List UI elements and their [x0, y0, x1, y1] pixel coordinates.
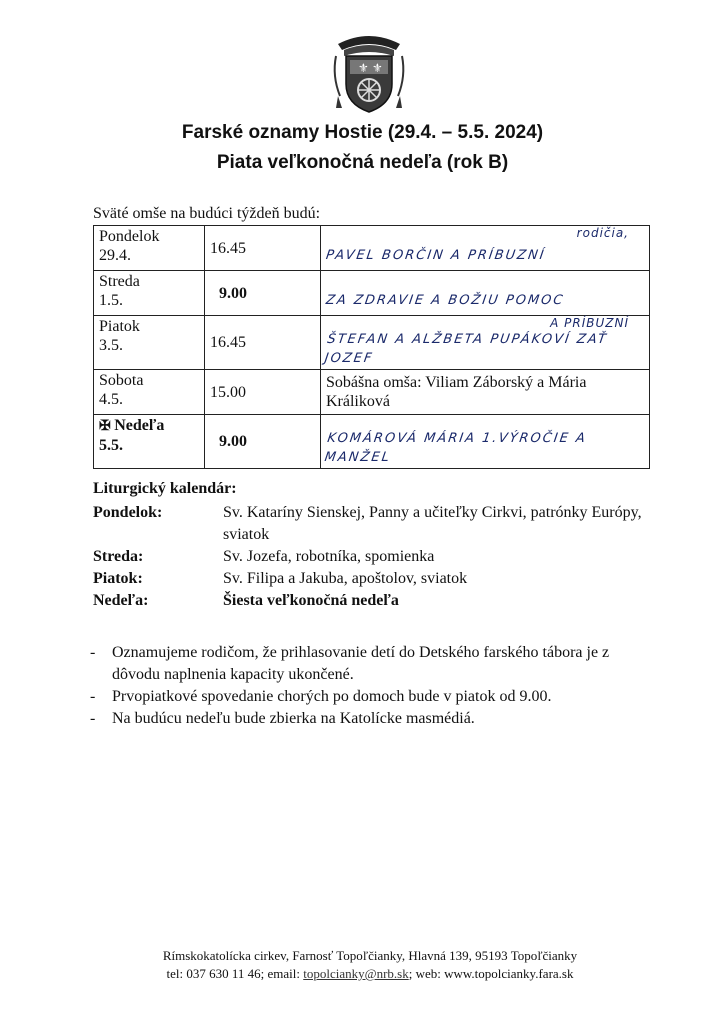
- cross-icon: ✠: [99, 419, 115, 434]
- mass-intention-cell: [321, 226, 650, 271]
- mass-date: 29.4.: [99, 247, 131, 264]
- mass-intention-cell: [321, 415, 650, 469]
- coat-of-arms-icon: [328, 26, 410, 118]
- liturgical-heading: Liturgický kalendár:: [93, 480, 237, 497]
- liturgy-day: Streda:: [93, 548, 144, 565]
- announcement-item: [90, 642, 660, 686]
- footer-phone: tel: 037 630 11 46; email:: [166, 966, 304, 981]
- mass-intention: Sobášna omša: Viliam Záborský a Mária Králiková: [326, 374, 587, 410]
- announcement-item: [90, 708, 660, 730]
- mass-intention: ZA ZDRAVIE A BOŽIU POMOC: [324, 292, 566, 308]
- mass-date: 4.5.: [99, 391, 123, 408]
- footer-email-link[interactable]: topolcianky@nrb.sk: [303, 966, 409, 981]
- mass-time: 15.00: [205, 370, 321, 415]
- mass-intention-cell: [321, 370, 650, 415]
- mass-intention-note: rodičia,: [576, 226, 629, 240]
- mass-intention: ŠTEFAN A ALŽBETA PUPÁKOVÍ ZAŤ JOZEF: [323, 332, 609, 366]
- mass-day: Piatok: [99, 318, 140, 335]
- mass-row: [94, 226, 650, 271]
- footer: [120, 947, 620, 983]
- liturgy-text: Sv. Filipa a Jakuba, apoštolov, sviatok: [223, 570, 468, 587]
- announcement-item: [90, 686, 660, 708]
- liturgy-day: Nedeľa:: [93, 592, 149, 609]
- footer-address: Rímskokatolícka cirkev, Farnosť Topoľčianky, Hlavná 139, 95193 Topoľčianky: [162, 948, 578, 963]
- bullet-dash: -: [90, 644, 96, 661]
- mass-intention-note: A PRÍBUZNÍ: [550, 316, 629, 330]
- mass-time: 9.00: [205, 415, 321, 469]
- mass-intro: Sväté omše na budúci týždeň budú:: [93, 205, 321, 222]
- footer-contact: [120, 965, 620, 983]
- mass-schedule-table: [93, 225, 650, 469]
- liturgy-day: Pondelok:: [93, 504, 163, 521]
- mass-date: 5.5.: [99, 437, 123, 454]
- mass-time: 16.45: [205, 226, 321, 271]
- mass-day-cell: [94, 271, 205, 316]
- mass-day-cell: [94, 316, 205, 370]
- svg-text:⚜: ⚜: [358, 61, 369, 75]
- liturgy-entry: [93, 568, 663, 590]
- page-title: Farské oznamy Hostie (29.4. – 5.5. 2024): [181, 122, 544, 143]
- page-subtitle: Piata veľkonočná nedeľa (rok B): [216, 152, 509, 173]
- mass-row: [94, 271, 650, 316]
- mass-date: 1.5.: [99, 292, 123, 309]
- mass-time: 16.45: [205, 316, 321, 370]
- svg-text:⚜: ⚜: [372, 61, 383, 75]
- mass-date: 3.5.: [99, 337, 123, 354]
- liturgy-text: Sv. Kataríny Sienskej, Panny a učiteľky Cirkvi, patrónky Európy, sviatok: [223, 504, 642, 543]
- mass-day: Pondelok: [99, 228, 160, 245]
- mass-row: [94, 415, 650, 469]
- announcement-text: Na budúcu nedeľu bude zbierka na Katolícke masmédiá.: [112, 710, 475, 727]
- mass-intention: KOMÁROVÁ MÁRIA 1.VÝROČIE A MANŽEL: [323, 431, 588, 465]
- mass-intention-cell: [321, 316, 650, 370]
- liturgy-text: Šiesta veľkonočná nedeľa: [223, 592, 399, 609]
- mass-intention-cell: [321, 271, 650, 316]
- mass-day-cell: [94, 370, 205, 415]
- mass-time: 9.00: [205, 271, 321, 316]
- announcement-text: Prvopiatkové spovedanie chorých po domoch bude v piatok od 9.00.: [112, 688, 552, 705]
- footer-web: ; web: www.topolcianky.fara.sk: [408, 966, 574, 981]
- mass-day-cell: [94, 226, 205, 271]
- mass-row: [94, 370, 650, 415]
- mass-day-cell: [94, 415, 205, 469]
- mass-intention: PAVEL BORČIN A PRÍBUZNÍ: [324, 247, 547, 263]
- mass-row: [94, 316, 650, 370]
- liturgy-entry: [93, 590, 663, 612]
- mass-day: Sobota: [99, 372, 144, 389]
- liturgy-day: Piatok:: [93, 570, 143, 587]
- mass-day: Nedeľa: [114, 417, 165, 434]
- bullet-dash: -: [90, 688, 96, 705]
- mass-day: Streda: [99, 273, 140, 290]
- liturgy-text: Sv. Jozefa, robotníka, spomienka: [223, 548, 435, 565]
- liturgy-entry: [93, 502, 663, 546]
- announcements: [90, 642, 660, 730]
- bullet-dash: -: [90, 710, 96, 727]
- liturgy-entry: [93, 546, 663, 568]
- announcement-text: Oznamujeme rodičom, že prihlasovanie detí do Detského farského tábora je z dôvodu naplnenia kapacity ukončené.: [112, 644, 610, 683]
- liturgical-calendar: [93, 480, 663, 612]
